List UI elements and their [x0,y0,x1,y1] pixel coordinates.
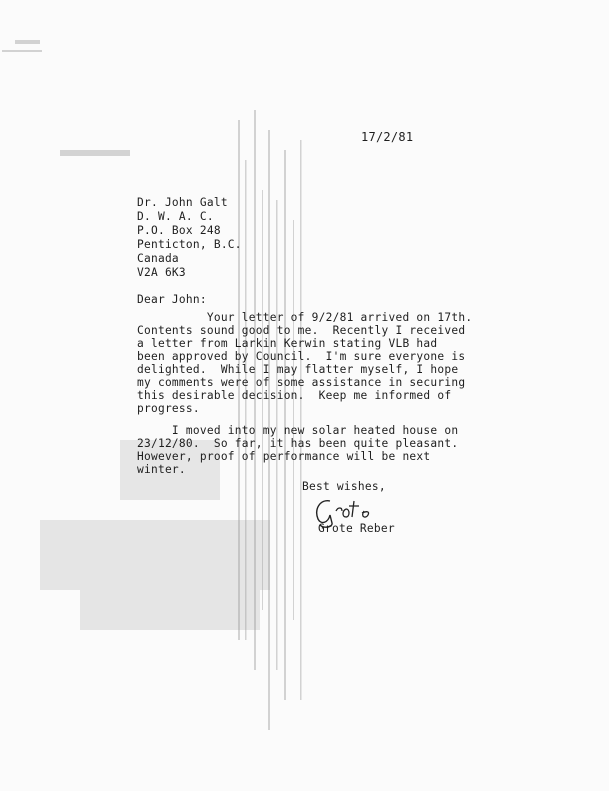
recipient-org: D. W. A. C. [137,210,214,223]
closing: Best wishes, [302,480,386,493]
paragraph1-line: a letter from Larkin Kerwin stating VLB had [137,337,438,350]
paragraph1-line: Contents sound good to me. Recently I received [137,324,466,337]
recipient-name: Dr. John Galt [137,196,228,209]
paragraph2-line: 23/12/80. So far, it has been quite pleasant. [137,437,459,450]
paragraph1-line: delighted. While I may flatter myself, I hope [137,363,459,376]
paragraph2-line: However, proof of performance will be next [137,450,431,463]
paragraph1-line: this desirable decision. Keep me informed of [137,389,452,402]
letter-date: 17/2/81 [361,130,414,144]
recipient-postal: V2A 6K3 [137,266,186,279]
paragraph1-line: progress. [137,402,200,415]
paragraph1-line: Your letter of 9/2/81 arrived on 17th. [137,311,473,324]
recipient-country: Canada [137,252,179,265]
paragraph1-line: my comments were of some assistance in securing [137,376,466,389]
recipient-city: Penticton, B.C. [137,238,242,251]
recipient-box: P.O. Box 248 [137,224,221,237]
paragraph1-line: been approved by Council. I'm sure everyone is [137,350,466,363]
signature-name: Grote Reber [318,522,395,535]
salutation: Dear John: [137,293,207,306]
paragraph2-line: winter. [137,463,186,476]
paragraph2-line: I moved into my new solar heated house on [137,424,459,437]
